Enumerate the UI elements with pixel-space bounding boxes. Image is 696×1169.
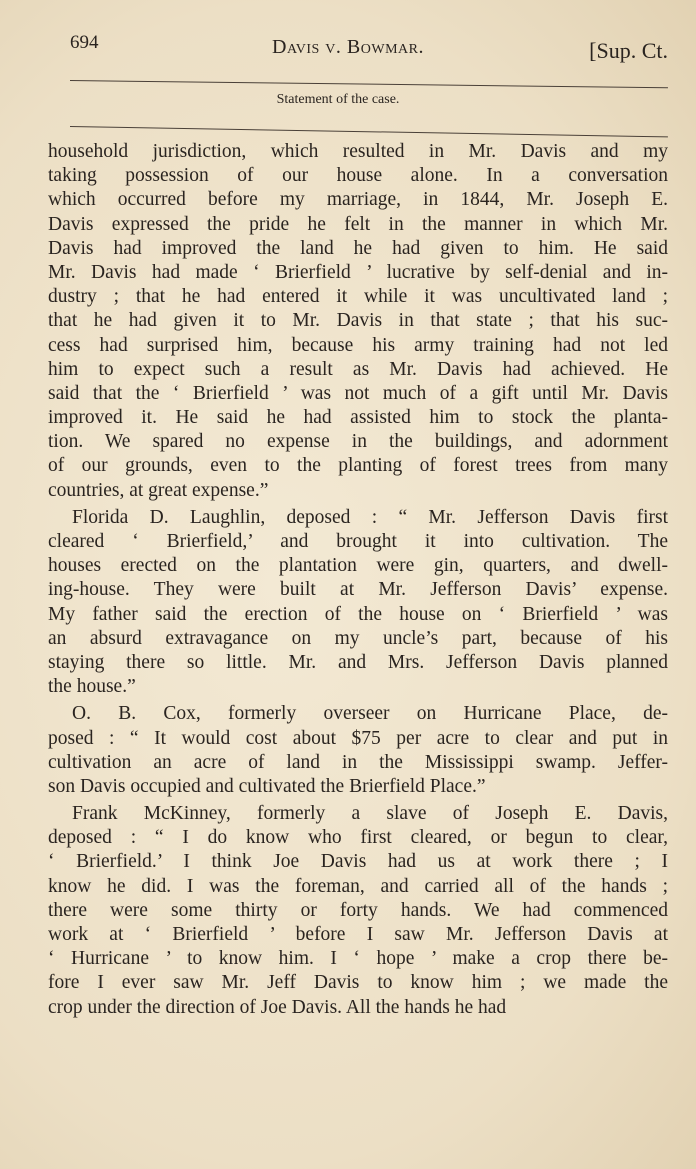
- text-line: know he did. I was the foreman, and carried all of the hands ;: [48, 875, 668, 897]
- court-label: [Sup. Ct.: [589, 38, 668, 63]
- text-line: crop under the direction of Joe Davis. All the hands he had: [48, 996, 507, 1018]
- text-line: countries, at great expense.”: [48, 479, 269, 501]
- paragraph: [48, 702, 668, 799]
- text-line: the house.”: [48, 676, 136, 698]
- header-rule-bottom: [70, 126, 668, 137]
- text-line: Mr. Davis had made ‘ Brierfield ’ lucrative by self-denial and in-: [48, 261, 668, 283]
- header-rule-top: [70, 80, 668, 88]
- text-line: cess had surprised him, because his army training had not led: [48, 334, 668, 356]
- text-line: deposed : “ I do know who first cleared, or begun to clear,: [48, 827, 668, 849]
- text-line: of our grounds, even to the planting of forest trees from many: [48, 455, 668, 477]
- text-line: an absurd extravagance on my uncle’s part, because of his: [48, 627, 668, 649]
- text-line: O. B. Cox, formerly overseer on Hurricane Place, de-: [72, 703, 668, 725]
- paragraph: [48, 140, 668, 503]
- text-line: Davis had improved the land he had given to him. He said: [48, 237, 668, 259]
- text-line: Frank McKinney, formerly a slave of Joseph E. Davis,: [72, 803, 668, 825]
- text-line: cultivation an acre of land in the Mississippi swamp. Jeffer-: [48, 751, 668, 773]
- text-line: cleared ‘ Brierfield,’ and brought it into cultivation. The: [48, 531, 668, 552]
- text-line: houses erected on the plantation were gin, quarters, and dwell-: [48, 555, 668, 577]
- text-line: that he had given it to Mr. Davis in that state ; that his suc-: [48, 310, 668, 332]
- running-title: Davis v. Bowmar.: [272, 36, 424, 58]
- text-line: tion. We spared no expense in the buildings, and adornment: [48, 431, 668, 453]
- text-line: work at ‘ Brierfield ’ before I saw Mr. Jefferson Davis at: [48, 924, 668, 945]
- text-line: there were some thirty or forty hands. We had commenced: [48, 899, 668, 921]
- paragraph: [48, 506, 668, 700]
- paragraph: [48, 802, 668, 1020]
- text-line: ing-house. They were built at Mr. Jefferson Davis’ expense.: [48, 579, 668, 601]
- text-line: son Davis occupied and cultivated the Brierfield Place.”: [48, 775, 486, 797]
- text-line: which occurred before my marriage, in 1844, Mr. Joseph E.: [48, 189, 668, 211]
- text-line: said that the ‘ Brierfield ’ was not much of a gift until Mr. Davis: [48, 382, 668, 404]
- text-line: fore I ever saw Mr. Jeff Davis to know him ; we made the: [48, 972, 668, 994]
- text-line: taking possession of our house alone. In a conversation: [48, 165, 668, 187]
- text-line: posed : “ It would cost about $75 per acre to clear and put in: [48, 727, 668, 749]
- text-line: him to expect such a result as Mr. Davis had achieved. He: [48, 358, 668, 380]
- text-line: staying there so little. Mr. and Mrs. Jefferson Davis planned: [48, 651, 668, 673]
- section-heading: Statement of the case.: [276, 92, 400, 107]
- text-line: improved it. He said he had assisted him to stock the planta-: [48, 407, 668, 429]
- text-line: ‘ Brierfield.’ I think Joe Davis had us at work there ; I: [48, 851, 668, 873]
- body-text: [48, 140, 668, 1023]
- text-line: ‘ Hurricane ’ to know him. I ‘ hope ’ make a crop there be-: [48, 948, 668, 970]
- text-line: Florida D. Laughlin, deposed : “ Mr. Jefferson Davis first: [72, 506, 668, 528]
- text-line: My father said the erection of the house on ‘ Brierfield ’ was: [48, 603, 668, 625]
- text-line: dustry ; that he had entered it while it was uncultivated land ;: [48, 286, 668, 308]
- text-line: Davis expressed the pride he felt in the manner in which Mr.: [48, 213, 668, 235]
- text-line: household jurisdiction, which resulted in Mr. Davis and my: [48, 141, 668, 162]
- page-number: 694: [70, 32, 99, 53]
